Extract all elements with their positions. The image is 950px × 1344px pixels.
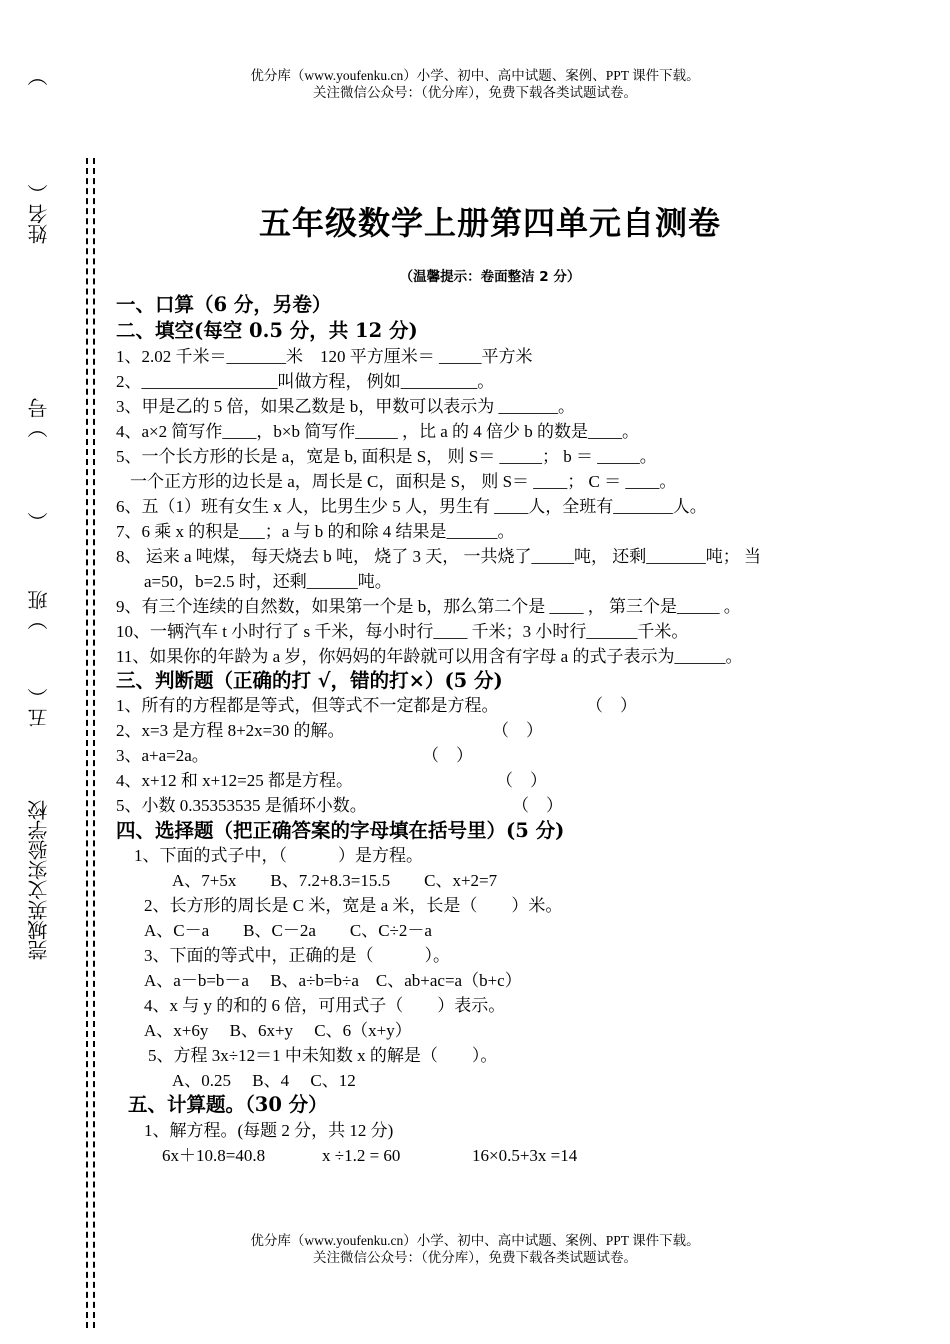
judge-question <box>116 770 353 792</box>
judge-text: 4、x+12 和 x+12=25 都是方程。 <box>116 771 354 790</box>
judge-text: 3、a+a=2a。 <box>116 746 209 765</box>
fill-question: a=50，b=2.5 时，还剩______吨。 <box>144 572 392 591</box>
side-paren-top: ） <box>29 66 51 86</box>
choice-options: A、C－a B、C－2a C、C÷2－a <box>144 921 432 940</box>
judge-bracket: （ ） <box>492 721 543 740</box>
side-school: 莞城英文实验学校 <box>29 800 51 960</box>
fill-question: 11、如果你的年龄为 a 岁，你妈妈的年龄就可以用含有字母 a 的式子表示为______。 <box>116 647 743 666</box>
section-3-heading: 三、判断题（正确的打 √，错的打×）(5 分) <box>116 669 503 692</box>
side-class-field: ）班 <box>29 590 51 630</box>
choice-options: A、x+6y B、6x+y C、6（x+y） <box>144 1021 412 1040</box>
section-1-heading: 一、口算（6 分，另卷） <box>116 293 332 316</box>
side-number-field: ）号 <box>29 398 51 438</box>
judge-text: 2、x=3 是方程 8+2x=30 的解。 <box>116 721 345 740</box>
header-line-2: 关注微信公众号：（优分库），免费下载各类试题试卷。 <box>313 85 637 100</box>
binding-line-left <box>86 158 88 1328</box>
equation: 16×0.5+3x =14 <box>472 1146 578 1165</box>
judge-text: 1、所有的方程都是等式，但等式不一定都是方程。 <box>116 696 499 715</box>
fill-question: 7、6 乘 x 的积是___；a 与 b 的和除 4 结果是______。 <box>116 522 515 541</box>
fill-question: 一个正方形的边长是 a，周长是 C，面积是 S， 则 S＝ ____； C ＝ ____。 <box>130 472 677 491</box>
footer-line-1: 优分库（www.youfenku.cn）小学、初中、高中试题、案例、PPT 课件下载。 <box>250 1233 700 1248</box>
fill-question: 6、五（1）班有女生 x 人，比男生少 5 人，男生有 ____人，全班有_______人。 <box>116 497 707 516</box>
choice-question: 5、方程 3x÷12＝1 中未知数 x 的解是（ ）。 <box>148 1046 498 1065</box>
choice-options: A、7+5x B、7.2+8.3=15.5 C、x+2=7 <box>172 871 498 890</box>
judge-text: 5、小数 0.35353535 是循环小数。 <box>116 796 367 815</box>
choice-question: 2、长方形的周长是 C 米，宽是 a 米，长是（ ）米。 <box>144 896 563 915</box>
choice-options: A、0.25 B、4 C、12 <box>172 1071 356 1090</box>
calc-subheading: 1、解方程。(每题 2 分，共 12 分) <box>144 1121 394 1140</box>
fill-question: 10、一辆汽车 t 小时行了 s 千米，每小时行____ 千米；3 小时行______千米。 <box>116 622 689 641</box>
equation: 6x＋10.8=40.8 <box>162 1146 266 1165</box>
judge-question <box>116 745 209 767</box>
header-line-1: 优分库（www.youfenku.cn）小学、初中、高中试题、案例、PPT 课件下载。 <box>250 68 700 83</box>
fill-question: 1、2.02 千米＝_______米 120 平方厘米＝ _____平方米 <box>116 347 533 366</box>
binding-line-right <box>93 158 95 1328</box>
footer-note <box>0 1232 950 1266</box>
choice-question: 4、x 与 y 的和的 6 倍，可用式子（ ）表示。 <box>144 996 506 1015</box>
fill-question: 4、a×2 简写作____，b×b 简写作_____ ，比 a 的 4 倍少 b 的数是____。 <box>116 422 640 441</box>
fill-question: 9、有三个连续的自然数，如果第一个是 b，那么第二个是 ____ ， 第三个是_____ 。 <box>116 597 741 616</box>
side-grade-field: 五（ <box>29 688 51 728</box>
fill-question: 2、________________叫做方程， 例如_________。 <box>116 372 495 391</box>
judge-bracket: （ ） <box>422 746 473 765</box>
judge-question <box>116 795 367 817</box>
section-5-heading: 五、计算题。（30 分） <box>128 1093 328 1116</box>
footer-line-2: 关注微信公众号：（优分库），免费下载各类试题试卷。 <box>313 1250 637 1265</box>
side-name-field: 姓名（ <box>29 184 51 244</box>
choice-question: 1、下面的式子中，（ ）是方程。 <box>134 846 423 865</box>
judge-bracket: （ ） <box>586 696 637 715</box>
judge-question <box>116 720 345 742</box>
fill-question: 5、一个长方形的长是 a，宽是 b, 面积是 S， 则 S＝ _____； b ＝ _____。 <box>116 447 657 466</box>
fill-question: 3、甲是乙的 5 倍，如果乙数是 b，甲数可以表示为 _______。 <box>116 397 575 416</box>
tip-note: （温馨提示：卷面整洁 2 分） <box>399 269 581 285</box>
header-note <box>0 67 950 101</box>
judge-question <box>116 695 499 717</box>
page-title: 五年级数学上册第四单元自测卷 <box>258 204 721 242</box>
section-2-heading: 二、填空(每空 0.5 分，共 12 分) <box>116 319 418 342</box>
section-4-heading: 四、选择题（把正确答案的字母填在括号里）(5 分) <box>116 819 565 842</box>
judge-bracket: （ ） <box>496 771 547 790</box>
judge-bracket: （ ） <box>512 796 563 815</box>
side-paren-mid: （ <box>29 512 51 532</box>
fill-question: 8、 运来 a 吨煤， 每天烧去 b 吨， 烧了 3 天， 一共烧了_____吨， 还剩_______吨； 当 <box>116 547 762 566</box>
choice-question: 3、下面的等式中，正确的是（ ）。 <box>144 946 450 965</box>
choice-options: A、a－b=b－a B、a÷b=b÷a C、ab+ac=a（b+c） <box>144 971 522 990</box>
equation: x ÷1.2 = 60 <box>322 1146 401 1165</box>
